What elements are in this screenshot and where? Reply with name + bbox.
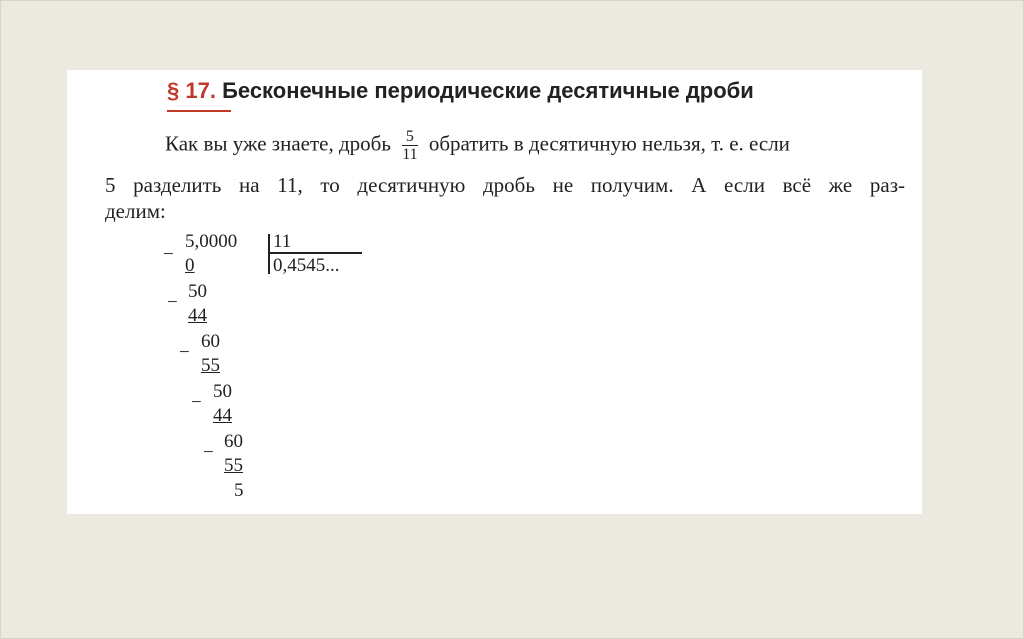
step-3-subtrahend: 44 <box>213 405 232 426</box>
step-4-subtrahend: 55 <box>224 455 243 476</box>
section-number: § 17. <box>167 78 216 103</box>
divisor: 11 <box>273 231 292 252</box>
step-4-remainder: 60 <box>224 431 243 452</box>
minus-sign-2: − <box>167 292 178 313</box>
text-after-fraction: обратить в десятичную нельзя, т. е. если <box>428 131 790 156</box>
minus-sign-4: − <box>191 392 202 413</box>
section-number-underline <box>167 110 231 112</box>
textbook-page <box>67 70 922 514</box>
step-0-subtrahend: 0 <box>185 255 195 276</box>
section-title: Бесконечные периодические десятичные дроби <box>222 78 754 103</box>
step-2-remainder: 60 <box>201 331 220 352</box>
step-1-remainder: 50 <box>188 281 207 302</box>
section-heading <box>167 78 754 104</box>
paragraph-line-1 <box>165 128 790 163</box>
minus-sign-1: − <box>163 244 174 265</box>
paragraph-line-3: делим: <box>105 199 166 223</box>
fraction-numerator: 5 <box>402 128 417 146</box>
step-2-subtrahend: 55 <box>201 355 220 376</box>
paragraph-line-2: 5 разделить на 11, то десятичную дробь не получим. А если всё же раз- <box>105 173 905 197</box>
final-remainder: 5 <box>234 480 244 501</box>
division-vertical-line <box>268 234 270 274</box>
step-3-remainder: 50 <box>213 381 232 402</box>
dividend: 5,0000 <box>185 231 238 252</box>
text-before-fraction: Как вы уже знаете, дробь <box>165 131 391 156</box>
minus-sign-3: − <box>179 342 190 363</box>
fraction-denominator: 11 <box>402 146 418 163</box>
division-horizontal-line <box>269 252 362 254</box>
quotient: 0,4545... <box>273 255 340 276</box>
fraction-5-11 <box>402 128 417 163</box>
step-1-subtrahend: 44 <box>188 305 207 326</box>
minus-sign-5: − <box>203 442 214 463</box>
